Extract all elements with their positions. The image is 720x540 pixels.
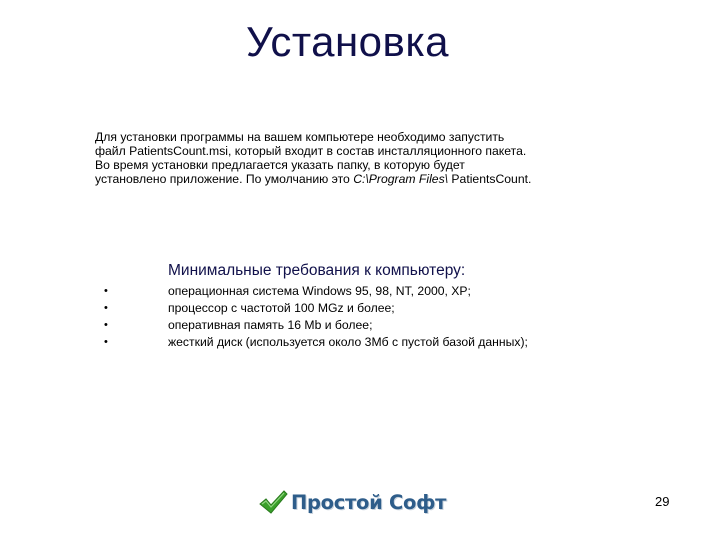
bullet-icon: • (104, 285, 108, 297)
intro-line-1: Для установки программы на вашем компьютере необходимо запустить (95, 130, 505, 144)
requirement-text: операционная система Windows 95, 98, NT, 2000, XP; (168, 284, 471, 298)
intro-line-2: файл PatientsCount.msi, который входит в состав инсталляционного пакета. (95, 144, 527, 158)
requirement-item-disk (100, 334, 640, 351)
intro-line-4-prefix: установлено приложение. По умолчанию это (95, 172, 354, 186)
intro-paragraph (95, 130, 635, 186)
bullet-icon: • (104, 302, 108, 314)
requirement-item-cpu (100, 300, 640, 317)
page-number: 29 (655, 494, 670, 509)
requirements-heading: Минимальные требования к компьютеру: (168, 262, 466, 279)
requirement-text: процессор с частотой 100 MGz и более; (168, 301, 395, 315)
intro-line-4-suffix: PatientsCount. (448, 172, 532, 186)
bullet-icon: • (104, 336, 108, 348)
logo-text: Простой Софт (291, 490, 447, 514)
requirements-list (100, 283, 640, 351)
intro-line-3: Во время установки предлагается указать папку, в которую будет (95, 158, 465, 172)
requirement-item-ram (100, 317, 640, 334)
requirement-item-os (100, 283, 640, 300)
bullet-icon: • (104, 319, 108, 331)
company-logo (258, 487, 446, 517)
default-install-path: C:\Program Files\ (353, 172, 449, 186)
requirement-text: жесткий диск (используется около 3Мб с пустой базой данных); (168, 335, 528, 349)
checkmark-icon (258, 488, 288, 516)
slide-title: Установка (245, 18, 449, 65)
requirement-text: оперативная память 16 Mb и более; (168, 318, 373, 332)
